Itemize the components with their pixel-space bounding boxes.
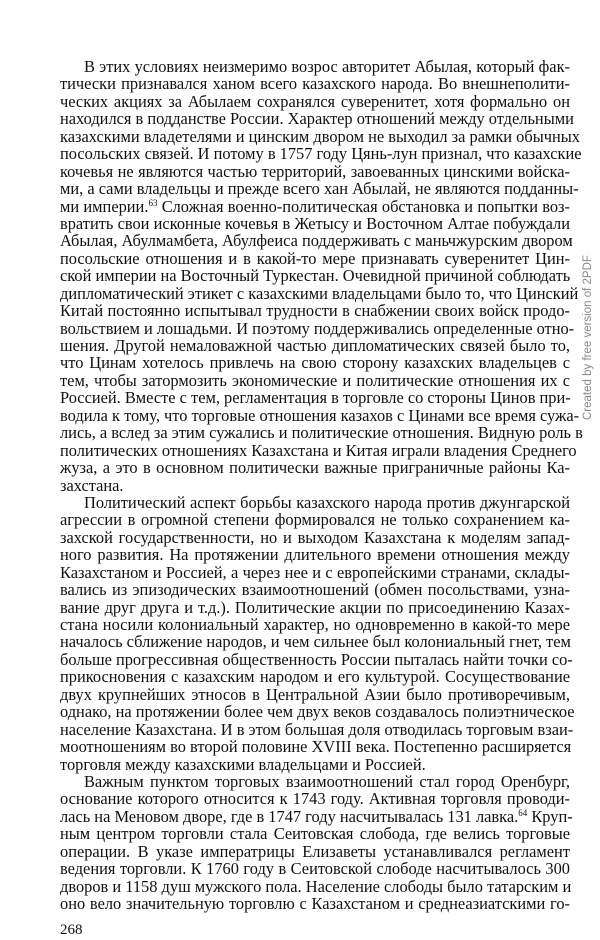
text-line <box>60 494 570 511</box>
text-line <box>60 477 570 494</box>
text-line <box>60 756 570 773</box>
line-text: посольских связей. И потому в 1757 году Цянь-лун признал, что казахские <box>60 144 582 164</box>
line-text: моотношениям во второй половине XVIII века. Постепенно расширяется <box>60 737 572 757</box>
text-line <box>60 719 574 739</box>
line-text: Сложная военно-политическая обстановка и попытки воз- <box>157 196 570 216</box>
text-line <box>60 878 570 895</box>
text-line <box>60 599 570 616</box>
text-line <box>60 318 575 338</box>
line-text: Политический аспект борьбы казахского народа против джунгарской <box>84 492 570 512</box>
text-line <box>60 738 570 755</box>
text-line <box>60 649 573 669</box>
text-line <box>60 702 575 722</box>
line-text: прикосновения с казахским народом и его культурой. Сосуществование <box>60 667 570 687</box>
line-text: захской государственности, но и выходом Казахстана к моделям запад- <box>60 527 570 547</box>
text-line <box>60 790 570 807</box>
line-text: Китай постоянно испытывал трудности в снабжении своих войск продо- <box>60 301 570 321</box>
line-text: началось сближение народов, и чем сильнее был колониальный гнет, тем <box>60 632 571 652</box>
text-line <box>60 773 570 790</box>
line-text: население Казахстана. И в этом большая доля отводилась торговым взаи- <box>60 719 574 739</box>
page-number: 268 <box>60 922 83 938</box>
line-text: политических отношениях Казахстана и Китая играли владения Среднего <box>60 440 577 460</box>
paragraph <box>60 771 573 913</box>
text-line <box>60 58 570 75</box>
text-line <box>60 686 570 703</box>
line-text: вратить свои исконные кочевья в Жетысу и Восточном Алтае побуждали <box>60 213 570 233</box>
text-line <box>60 372 570 389</box>
line-text: ской империи на Восточный Туркестан. Очевидной причиной соблюдать <box>60 266 571 286</box>
text-line <box>60 215 570 232</box>
line-text: двух крупнейших этносов в Центральной Азии было противоречивым, <box>60 684 570 704</box>
text-line <box>60 616 570 633</box>
text-line <box>60 337 570 354</box>
text-line <box>60 806 573 826</box>
paragraph <box>60 57 583 495</box>
text-line <box>60 843 570 860</box>
text-line <box>60 423 583 443</box>
line-text: Абылая, Абулмамбета, Абулфеиса поддерживать с маньчжурским двором <box>60 231 573 251</box>
line-text: шения. Другой немаловажной частью дипломатических связей было то, <box>60 336 570 355</box>
text-line <box>60 546 570 563</box>
footnote-marker: 63 <box>148 197 158 208</box>
footnote-marker: 64 <box>518 807 528 818</box>
line-text: Важным пунктом торговых взаимоотношений стал город Оренбург, <box>84 771 570 791</box>
line-text: кочевья не являются частью территорий, завоеванных цинскими войска- <box>60 161 570 181</box>
text-line <box>60 389 570 406</box>
line-text: больше прогрессивная общественность России пыталась найти точки со- <box>60 649 573 669</box>
line-text: дипломатический этикет с казахскими владельцами было то, что Цинский <box>60 283 579 303</box>
line-text: основание которого относится к 1743 году. Активная торговля проводи- <box>60 789 570 809</box>
text-line <box>60 895 570 912</box>
text-line <box>60 825 570 842</box>
line-text: оно вело значительную торговлю с Казахстаном и среднеазиатскими го- <box>60 894 570 913</box>
line-text: жуза, а это в основном политически важные приграничные районы Ка- <box>60 458 570 478</box>
text-line <box>60 267 570 284</box>
line-text: вались из эпизодических взаимоотношений (обмен посольствами, узна- <box>60 580 570 600</box>
text-line <box>60 179 579 199</box>
text-line <box>60 250 570 267</box>
line-text: дворов и 1158 душ мужского пола. Население слободы было татарским и <box>60 876 572 896</box>
line-text: вольствием и лошадьми. И поэтому поддерживались определенные отно- <box>60 318 575 338</box>
text-line <box>60 126 580 146</box>
body-text <box>60 57 583 913</box>
text-line <box>60 564 570 581</box>
line-text: тем, чтобы затормозить экономические и политические отношения их с <box>60 370 570 390</box>
text-line <box>60 163 570 180</box>
text-line <box>60 581 570 598</box>
line-text: тически признавался ханом всего казахского народа. Во внешнеполити- <box>60 74 570 94</box>
paragraph <box>60 492 575 774</box>
text-line <box>60 302 570 319</box>
line-text: лись, а вслед за этим сужались и политические отношения. Видную роль в <box>60 423 583 443</box>
line-text: захстана. <box>60 475 124 495</box>
text-line <box>60 75 570 92</box>
text-line <box>60 459 570 476</box>
text-line <box>60 93 570 110</box>
line-text: Россией. Вместе с тем, регламентация в торговле со стороны Цинов при- <box>60 388 571 408</box>
line-text: агрессии в огромной степени формировался не только сохранением ка- <box>60 510 570 530</box>
line-text: однако, на протяжении более чем двух веков создавалось полиэтническое <box>60 702 575 722</box>
text-line <box>60 511 570 528</box>
text-line <box>60 231 573 251</box>
line-text: ми империи. <box>60 196 149 216</box>
line-text: ческих акциях за Абылаем сохранялся суверенитет, хотя формально он <box>60 91 570 111</box>
line-text: ми, а сами владельцы и прежде всего хан Абылай, не являются подданны- <box>60 179 579 199</box>
text-line <box>60 405 580 425</box>
line-text: В этих условиях неизмеримо возрос авторитет Абылая, который фак- <box>84 57 570 76</box>
text-line <box>60 860 570 877</box>
text-line <box>60 529 570 546</box>
text-line <box>60 440 577 460</box>
text-line <box>60 633 570 650</box>
text-line <box>60 109 574 129</box>
watermark: Created by free version of 2PDF <box>582 255 594 420</box>
line-text: ного развития. На протяжении длительного времени отношения между <box>60 545 570 565</box>
line-text: Круп- <box>527 806 573 826</box>
text-line <box>60 198 570 215</box>
line-text: операции. В указе императрицы Елизаветы устанавливался регламент <box>60 841 570 861</box>
line-text: торговля между казахскими владельцами и Россией. <box>60 754 426 774</box>
line-text: казахскими владетелями и цинским двором не выходил за рамки обычных <box>60 126 580 146</box>
text-line <box>60 144 582 164</box>
line-text: вание друг друга и т.д.). Политические акции по присоединению Казах- <box>60 597 570 617</box>
line-text: Казахстаном и Россией, а через нее и с европейскими странами, склады- <box>60 562 570 582</box>
line-text: водила к тому, что торговые отношения казахов с Цинами все время сужа- <box>60 405 580 425</box>
line-text: стана носили колониальный характер, но одновременно в какой-то мере <box>60 615 570 634</box>
line-text: находился в подданстве России. Характер отношений между отдельными <box>60 109 574 129</box>
line-text: что Цинам хотелось привлечь на свою сторону казахских владельцев с <box>60 353 570 373</box>
line-text: ным центром торговли стала Сеитовская слобода, где велись торговые <box>60 824 570 844</box>
text-line <box>60 283 579 303</box>
text-line <box>60 354 570 371</box>
text-line <box>60 668 570 685</box>
line-text: лась на Меновом дворе, где в 1747 году насчитывалась 131 лавка. <box>60 806 519 826</box>
line-text: посольские отношения и в какой-то мере признавать суверенитет Цин- <box>60 248 570 268</box>
line-text: ведения торговли. К 1760 году в Сеитовской слободе насчитывалось 300 <box>60 859 570 879</box>
